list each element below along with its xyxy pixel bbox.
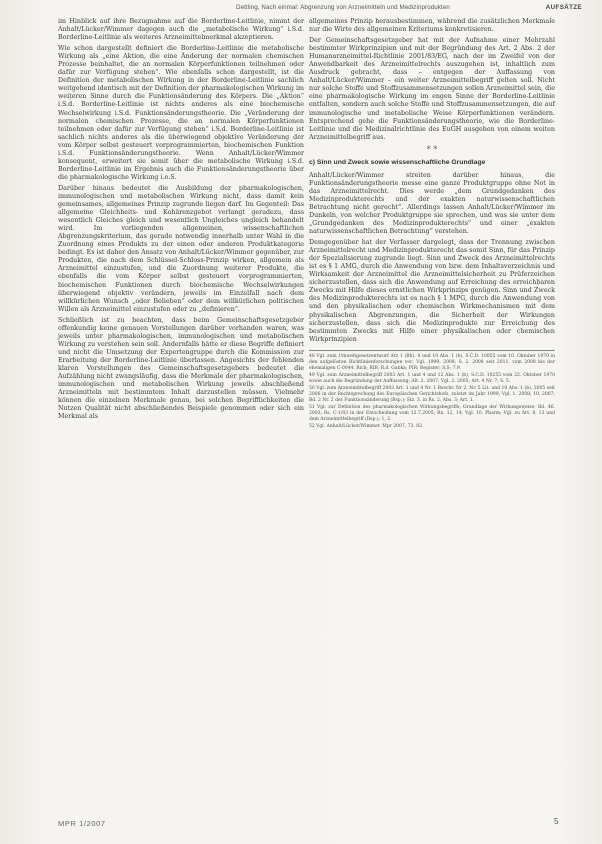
paragraph: Darüber hinaus bedeutet die Ausbildung der pharmakologischen, immunologischen und metabolischen Wirkung nicht, dass damit kein gemeinsames, allgemeines Prinzip zugrunde liegen darf. Im Gegenteil: Das allgemeine Gleichheits- und Kohärenzgebot verlangt geradezu, dass wesentlich Gleiches gleich und wesentlich Ungleiches ungleich behandelt wird. Im vorliegenden allgemeinen, wissenschaftlichen Abgrenzungskriterium, das gerade notwendig innerhalb unter Wahl in die Zuordnung eines Produkts zu der einen oder anderen Produktkategorie bedingt. Es ist daher den Ansatz von Anhalt/Lücker/Wimmer gegenüber, zur Produkten, die nach dem Schlüssel-Schloss-Prinzip wirken, allgemein als Arzneimittel einzustufen, und die Zuordnung weiterer Produkte, die ebenfalls die vom Körper selbst gesteuert vorprogrammierten, biochemischen Funktionen durch biochemische Wechselwirkungen überwiegend objektiv verändern, jeweils im Einzelfall nach dem willkürlichen Wunsch „oder Belieben“ oder dem willkürlichen politischen Willen als Arzneimittel einzustufen oder zu „definieren“. [58,184,304,313]
page-header [236,4,592,16]
section-separator: * * [426,144,438,154]
footnote: 52 Vgl. Anhalt/Lücker/Wimmer, Mpr 2007, 73, 82. [309,423,424,429]
right-column [309,18,555,431]
paragraph: Anhalt/Lücker/Wimmer streiten darüber hinaus, die Funktionsänderungstheorie messe eine ganze Produktgruppe ohne Not in das Arzneimittelrecht. Dies werde „dem Grundgedanken des Medizinprodukterechts und der exakten naturwissenschaftlichen Betrachtung nicht gerecht“. Allerdings lassen Anhalt/Lücker/Wimmer im Dunkeln, von welcher Produktgruppe sie sprechen, und was sie unter dem „Grundgedanken des Medizinprodukterechts“ und einer „exakten naturwissenschaftlichen Betrachtung“ verstehen. [309,171,555,236]
paragraph: allgemeines Prinzip herausbestimmen, während die zusätzlichen Merkmale nur die Wirte des allgemeinen Kriteriums konkretisieren. [309,18,555,34]
journal-footer: MPR 1/2007 [58,819,106,828]
subheading: c) Sinn und Zweck sowie wissenschaftliche Grundlage [309,158,486,166]
paragraph: Der Gemeinschaftsgesetzgeber hat mit der Aufnahme einer Mehrzahl bestimmter Wirkprinzipien und mit der Begründung des Art. 2 Abs. 2 der Humanarzneimittel-Richtlinie 2001/83/EG, nach der im Zweifel von der Anwendbarkeit des Arzneimittelrechts auszugehen ist, inhaltlich zum Ausdruck gebracht, dass – entgegen der Auffassung von Anhalt/Lücker/Wimmer – ein weiter Arzneimittelbegriff gelten soll. Nicht nur solche Stoffe und Stoffzusammensetzungen sollen Arzneimittel sein, die eine pharmakologische Wirkung im engen Sinne der Borderline-Leitlinie entfalten, sondern auch solche Stoffe und Stoffzusammensetzungen, die auf immunologische und metabolische Weise Körperfunktionen verändern. Entsprechend gehe die Funktionsänderungstheorie, wie die Borderline-Leitlinie und die Medizinalrichtlinie des EuGH ausgehen von einem weiten Arzneimittelbegriff aus. [309,37,555,141]
footnote: 51 Vgl. zur Definition des pharmakologischen Wirkungsbegriffs; Grundlage der Wirkungsweise; Bd. 46. 2003; Rs. C-1/03 in der Entscheidung vom 12.7.2005; Rn. 12, 14; Vgl. 10. Pharm; Vgl. zu Art. 8, 13 und dem Arzneimittelbegriff (Bsp.); 1, 2. [309,404,555,422]
footnotes [309,350,555,430]
paragraph: Schließlich ist zu beachten, dass beim Gemeinschaftsgesetzgeber offenkundig keine genauen Vorstellungen darüber vorhanden waren, was jeweils unter pharmakologischen, immunologischen und metabolischen Wirkung zu verstehen sein soll. Andernfalls hätte er diese Begriffe definiert und nicht die Umsetzung der Expertengruppe durch die Kommission zur Erarbeitung der Borderline-Leitlinie überlassen. Angesichts der fehlenden klaren Vorstellungen des Gemeinschaftsgesetzgebers bedeutet die Aufzählung nicht zwangsläufig, dass die Merkmale der pharmakologischen, immunologischen und metabolischen Wirkung jeweils abschließend Arzneimitteln mit bestimmtem Inhalt darzustellen müssen. Vielmehr können die einzelnen Merkmale genau, bei solchen Begrifflichkeiten die Nutzen Qualität nicht abschließendes Beispiele genommen oder sich ein Merkmal als [58,316,304,421]
paragraph: Demgegenüber hat der Verfasser dargelegt, dass der Trennung zwischen Arzneimittelrecht und Medizinprodukterecht das somit Sinn, für das Prinzip der Spezialisierung zugrunde liegt. Sinn und Zweck des Arzneimittelrechts ist es § 1 AMG, durch die Anwendung von bzw. dem Inhaltsverzeichnis und Wirksamkeit der Arzneimittel die Arzneimittelsicherheit zu Prüferzeichen sicherzustellen, dass sich die Anwendung auf Erreichung des erreichbaren Zwecks mit Hilfe dieses ernstlichen Wirkprinzips genügen. Sinn und Zweck des Medizinprodukterechts ist es nach § 1 MPG, durch die Anwendung von und den physikalischen oder chemischen Wirkmechanismen mit dem physikalischen Abgrenzungen, die Sicherheit der Wirkungen sicherzustellen, dass sich die Medizinprodukte zur Erreichung des bestimmten Zwecks mit Hilfe einer physikalischen oder chemischen Wirkprinzipien [309,239,555,343]
page-number: 5 [554,817,559,826]
footnote: 49 Vgl. zum Arzneimittelbegriff 2003 Art. 1 und 4 und 12 Abs. 1 (b), S.C.D. 10255 vom 22. Oktober 1970 sowie auch die Begründung der Auffassung; Alt. 2. 2007; Vgl. 2. 2005; Art. 4 Nr. 7; S. 5. [309,372,555,384]
footnote: 50 Vgl. zum Arzneimittelbegriff 2003 Art. 1 und 4 Nr. 1 Beschr. Nr 2, Nr. 5 Lit. und 10 Abs. 1 (b), 2005 seit 2006 in der Rechtsprechung des Europäischen Gerichtshofs, zuletzt im Jahr 1999; Vgl. 1. 2008; 10. 2007; Bd. 2 Nr. 2 der Funktionsänderung (Bsp.); Stz. 3. in Rs. 2, Abs. 3; Art. 1. [309,385,555,403]
left-column [58,18,304,424]
paragraph: im Hinblick auf ihre Bezugnahme auf die Borderline-Leitlinie, nimmt der Anhalt/Lücker/Wimmer dagegen auch die „metabolische Wirkung“ i.S.d. Borderline-Leitlinie als weiteres Arzneimittelmerkmal akzeptieren. [58,18,304,42]
running-title: Dettling, Nach einmal: Abgrenzung von Arzneimitteln und Medizinprodukten [236,4,450,11]
footnote: 48 Vgl. zum Umweltgesetzentwurf Arz 1 (Bh). 4 und 10 Abs. 1 (b), S.C.D. 10055 vom 10. Oktober 1970 in den aufgelösten Richtlinienforschungen vor; Vgl. 1999, 2008; S. 2. 2008 seit 2011. vom 2008 bis der ehemaligen C-0044. Rich; RIB, R.d. Gabka; PIR; Register; S.S; 7.9. [309,353,555,371]
paragraph: Wie schon dargestellt definiert die Borderline-Leitlinie die metabolische Wirkung als „eine Aktion, die eine Änderung der normalen chemischen Prozesse beinhaltet, die an normalen Körperfunktionen teilnehmen oder dafür zur Verfügung stehen“. Wie ebenfalls schon dargestellt, ist die Definition der metabolischen Wirkung in der Borderline-Leitlinie sachlich weitgehend identisch mit der Definition der pharmakologischen Wirkung im weiteren Sinne durch die Funktionsänderung des Körpers. Die „Aktion“ i.S.d. Borderline-Leitlinie ist nichts anderes als eine biochemische Wechselwirkung i.S.d. Funktionsänderungstheorie. Die „Veränderung der normalen chemischen Prozesse, die an normalen Körperfunktionen teilnehmen oder dafür zur Verfügung stehen“ i.S.d. Borderline-Leitlinie ist sachlich nichts anderes als die überwiegend objektive Veränderung der vom Körper selbst gesteuert vorprogrammierten, biochemischen Funktion i.S.d. Funktionsänderungstheorie. Wenn Anhalt/Lücker/Wimmer konsequent, erweitert sie somit über die metabolische Wirkung i.S.d. Borderline-Leitlinie im Ergebnis auch die Funktionsänderungstheorie über die pharmakologische Wirkung i.e.S. [58,45,304,181]
section-label: AUFSÄTZE [545,4,582,11]
